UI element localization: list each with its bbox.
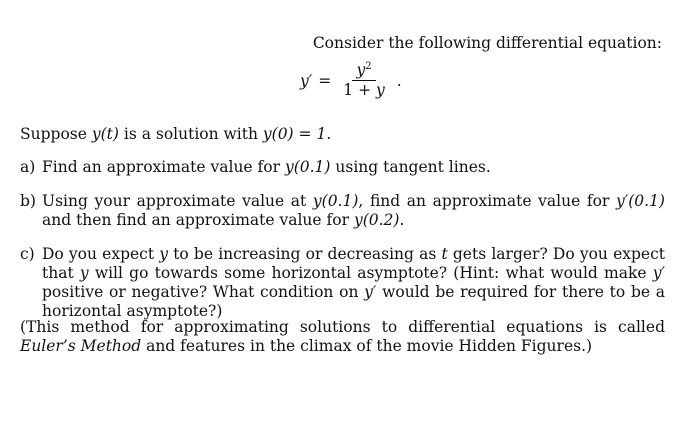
part-b-label: b) xyxy=(20,192,36,210)
part-b-math-3: y(0.2) xyxy=(353,211,400,229)
part-b-text-2: , find an approximate value for xyxy=(358,192,616,210)
part-c-math-1: y xyxy=(159,245,169,263)
part-c-math-3: y xyxy=(79,264,89,282)
part-b-text-4: . xyxy=(399,211,405,229)
part-b-text-1: Using your approximate value at xyxy=(42,192,313,210)
part-a-math-1: y(0.1) xyxy=(284,158,331,176)
part-c-math-5: y′ xyxy=(364,283,377,301)
denominator-one: 1 xyxy=(343,81,354,100)
question-part-c xyxy=(20,245,665,321)
differential-equation xyxy=(300,62,402,99)
part-c-text-1: Do you expect xyxy=(42,245,160,263)
part-a-text xyxy=(20,158,665,177)
denominator-plus: + xyxy=(358,81,372,100)
equation-period: . xyxy=(396,71,402,90)
equation-equals: = xyxy=(318,71,332,90)
part-a-text-2: using tangent lines. xyxy=(330,158,491,176)
part-a-text-1: Find an approximate value for xyxy=(42,158,285,176)
intro-text: Consider the following differential equation: xyxy=(312,34,662,52)
fraction-denominator xyxy=(339,81,389,99)
part-b-math-1: y(0.1) xyxy=(312,192,359,210)
part-a-label: a) xyxy=(20,158,36,176)
part-b-math-2: y′(0.1) xyxy=(615,192,665,210)
part-c-text-3: gets larger? Do you expect that xyxy=(42,245,666,282)
euler-method-note xyxy=(20,318,665,356)
part-c-math-2: t xyxy=(441,245,448,263)
suppose-condition: y(0) = 1 xyxy=(262,125,327,143)
suppose-text-3: . xyxy=(326,125,332,143)
suppose-text-1: Suppose xyxy=(20,125,92,143)
equation-fraction xyxy=(339,62,389,99)
part-c-text-6: would be required for there to be a horizontal asymptote?) xyxy=(42,283,665,320)
part-c-math-4: y′ xyxy=(652,264,665,282)
part-c-text-5: positive or negative? What condition on xyxy=(42,283,365,301)
part-c-text xyxy=(20,245,665,321)
numerator-base: y xyxy=(356,61,366,79)
part-c-label: c) xyxy=(20,245,35,263)
note-text-2: and features in the climax of the movie Hidden Figures.) xyxy=(141,337,593,355)
fraction-numerator xyxy=(352,62,375,81)
suppose-text-2: is a solution with xyxy=(118,125,263,143)
question-part-a xyxy=(20,158,665,177)
part-b-text-3: and then find an approximate value for xyxy=(42,211,354,229)
initial-condition-text xyxy=(20,125,331,143)
equation-lhs: y′ xyxy=(300,71,313,90)
note-emphasis: Euler’s Method xyxy=(20,337,142,355)
question-part-b xyxy=(20,192,665,230)
denominator-variable: y xyxy=(376,81,385,100)
part-c-text-2: to be increasing or decreasing as xyxy=(168,245,442,263)
note-text-1: (This method for approximating solutions to differential equations is called xyxy=(20,318,665,336)
numerator-exponent: 2 xyxy=(365,60,372,72)
part-c-text-4: will go towards some horizontal asymptote? (Hint: what would make xyxy=(88,264,653,282)
suppose-function: y(t) xyxy=(91,125,119,143)
part-b-text xyxy=(20,192,665,230)
